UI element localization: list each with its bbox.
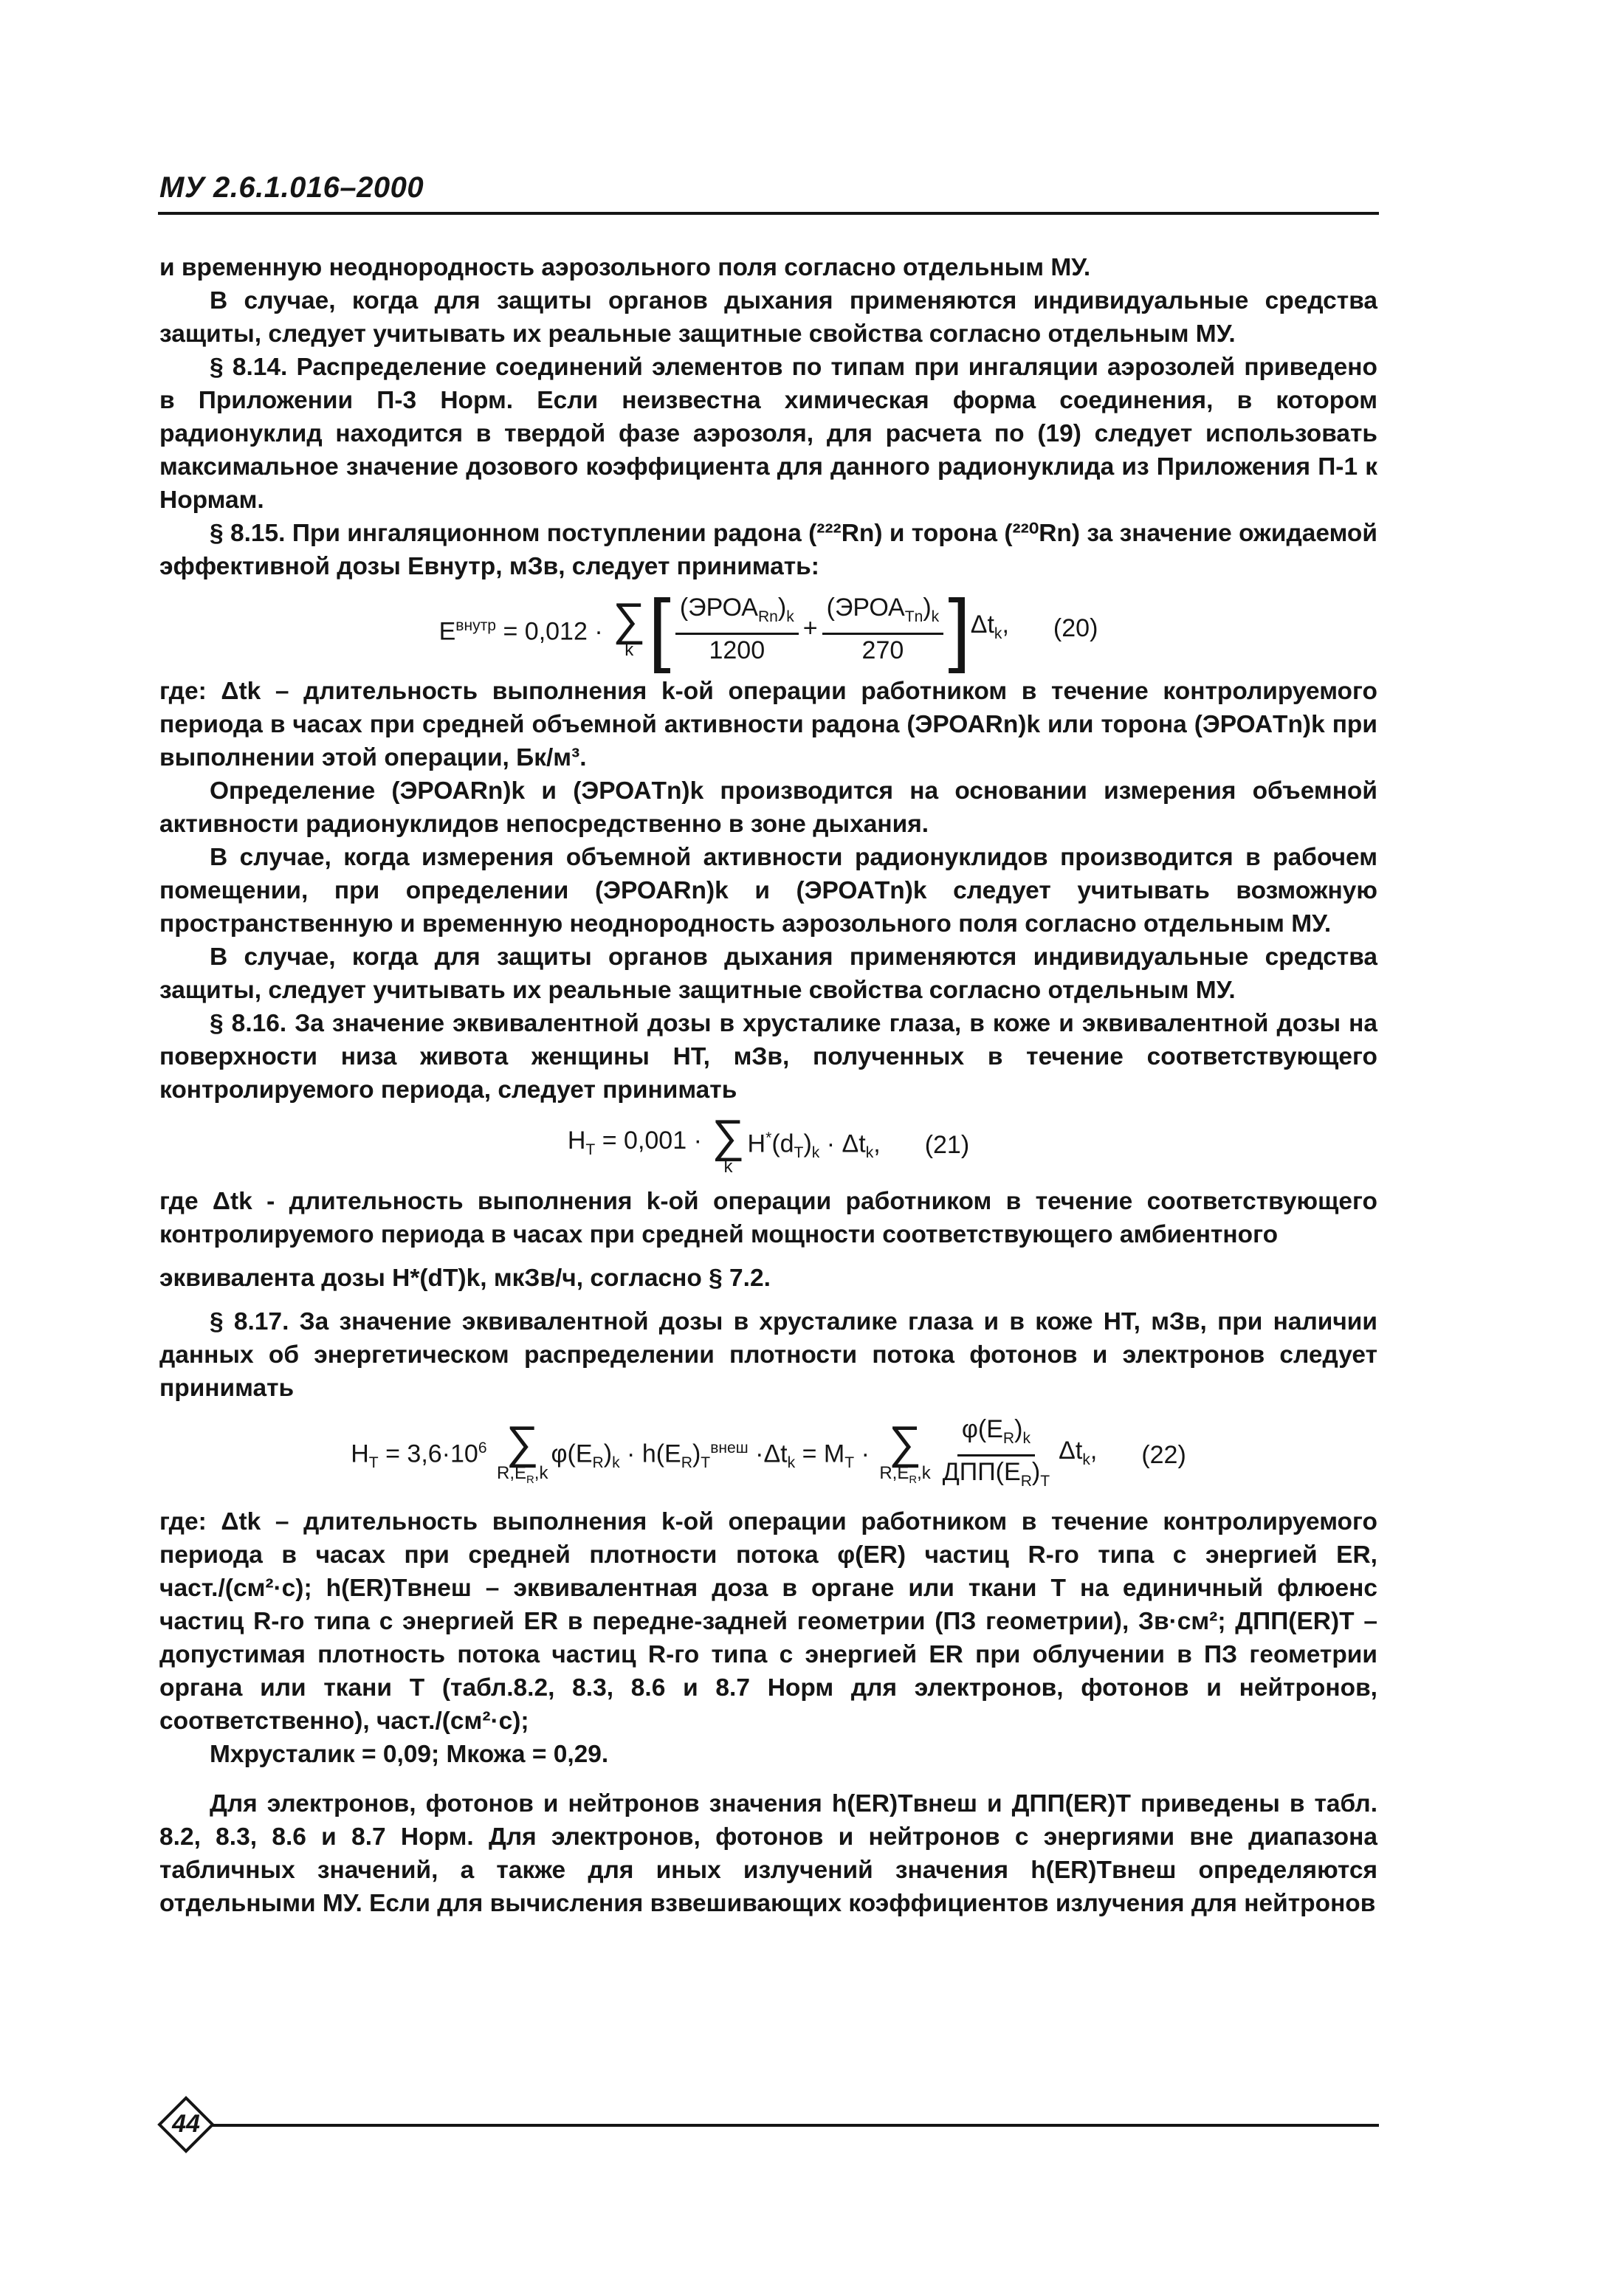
formula-number: (20) (1053, 614, 1098, 643)
paragraph: где: Δtk – длительность выполнения k-ой операции работником в течение контролируемого периода в часах при средней объемной активности радона (ЭРОАRn)k или торона (ЭРОАTn)k при выполнении этой операции, Бк/м³. (159, 677, 1377, 771)
paragraph: где: Δtk – длительность выполнения k-ой операции работником в течение контролируемого периода в часах при средней плотности потока φ(ER) частиц R-го типа с энергией ER, част./(см²·с); h(ER)Tвнеш – эквивалентная доза в органе или ткани T на единичный флюенс частиц R-го типа с энергией ER в передне-задней геометрии (ПЗ геометрии), Зв·см²; ДПП(ER)T – допустимая плотность потока частиц R-го типа с энергией ER при облучении в ПЗ геометрии органа или ткани T (табл.8.2, 8.3, 8.6 и 8.7 Норм для электронов, фотонов и нейтронов, соответственно), част./(см²·с); (159, 1508, 1377, 1736)
paragraph: эквивалента дозы H*(dT)k, мкЗв/ч, согласно § 7.2. (159, 1264, 771, 1292)
body-text (159, 251, 1377, 1920)
paragraph: В случае, когда для защиты органов дыхания применяются индивидуальные средства защиты, следует учитывать их реальные защитные свойства согласно отдельным МУ. (159, 287, 1377, 348)
paragraph: где Δtk - длительность выполнения k-ой операции работником в течение соответствующего контролируемого периода в часах при средней мощности соответствующего амбиентного (159, 1187, 1377, 1248)
header-rule (158, 212, 1379, 215)
paragraph: В случае, когда измерения объемной активности радионуклидов производится в рабочем помещении, при определении (ЭРОАRn)k и (ЭРОАTn)k следует учитывать возможную пространственную и временную неоднородность аэрозольного поля согласно отдельным МУ. (159, 843, 1377, 938)
paragraph-section-8-16: § 8.16. За значение эквивалентной дозы в хрусталике глаза, в коже и эквивалентной дозы на поверхности низа живота женщины HT, мЗв, полученных в течение соответствующего контролируемого периода, следует принимать (159, 1009, 1377, 1104)
paragraph: Определение (ЭРОАRn)k и (ЭРОАTn)k производится на основании измерения объемной активности радионуклидов непосредственно в зоне дыхания. (159, 777, 1377, 838)
paragraph: Для электронов, фотонов и нейтронов значения h(ER)Tвнеш и ДПП(ER)T приведены в табл. 8.2, 8.3, 8.6 и 8.7 Норм. Для электронов, фотонов и нейтронов с энергиями вне диапазона табличных значений, а также для иных излучений значения h(ER)Tвнеш определяются отдельными МУ. Если для вычисления взвешивающих коэффициентов излучения для нейтронов (159, 1790, 1377, 1918)
formula-22: $H_T = 3,6\cdot 10^6$ ∑ $R,E_R,k$ $\varphi(E_R)_k \cdot h(E_R)_T^{внеш} \cdot\Delta t_k = M_T$ · ∑ $R,E_R,k$ $\frac{\varphi(E_R)_k}{ДПП(E_R)_T}$ $\Delta t_k$, (22) (351, 1414, 1186, 1490)
document-code: МУ 2.6.1.016–2000 (159, 171, 424, 204)
paragraph-section-8-15: § 8.15. При ингаляционном поступлении радона (²²²Rn) и торона (²²⁰Rn) за значение ожидаемой эффективной дозы Eвнутр, мЗв, следует принимать: (159, 520, 1377, 580)
formula-number: (22) (1141, 1440, 1186, 1469)
paragraph: и временную неоднородность аэрозольного поля согласно отдельным МУ. (159, 254, 1091, 281)
footer-rule (213, 2124, 1379, 2127)
paragraph-section-8-17: § 8.17. За значение эквивалентной дозы в хрусталике глаза и в коже HT, мЗв, при наличии данных об энергетическом распределении плотности потока фотонов и электронов следует принимать (159, 1307, 1377, 1402)
paragraph: В случае, когда для защиты органов дыхания применяются индивидуальные средства защиты, следует учитывать их реальные защитные свойства согласно отдельным МУ. (159, 943, 1377, 1004)
paragraph-section-8-14: § 8.14. Распределение соединений элементов по типам при ингаляции аэрозолей приведено в Приложении П-3 Норм. Если неизвестна химическая форма соединения, в котором радионуклид находится в твердой фазе аэрозоля, для расчета по (19) следует использовать максимальное значение дозового коэффициента для данного радионуклида из Приложения П-1 к Нормам. (159, 354, 1377, 514)
formula-number: (21) (924, 1131, 970, 1160)
paragraph: Mхрусталик = 0,09; Mкожа = 0,29. (210, 1741, 609, 1769)
formula-20: $E^{внутр} = 0,012$ · ∑ k [ $\frac{(ЭРОА_{Rn})_k}{1200}$ + $\frac{(ЭРОА_{Tn})_k}{270}$ ] $\Delta t_k$, (20) (438, 582, 1098, 674)
formula-21: $H_T = 0,001$ · ∑ k $H^*(d_T)_k \cdot \Delta t_k$, (21) (567, 1110, 970, 1177)
page-number: 44 (172, 2110, 200, 2138)
